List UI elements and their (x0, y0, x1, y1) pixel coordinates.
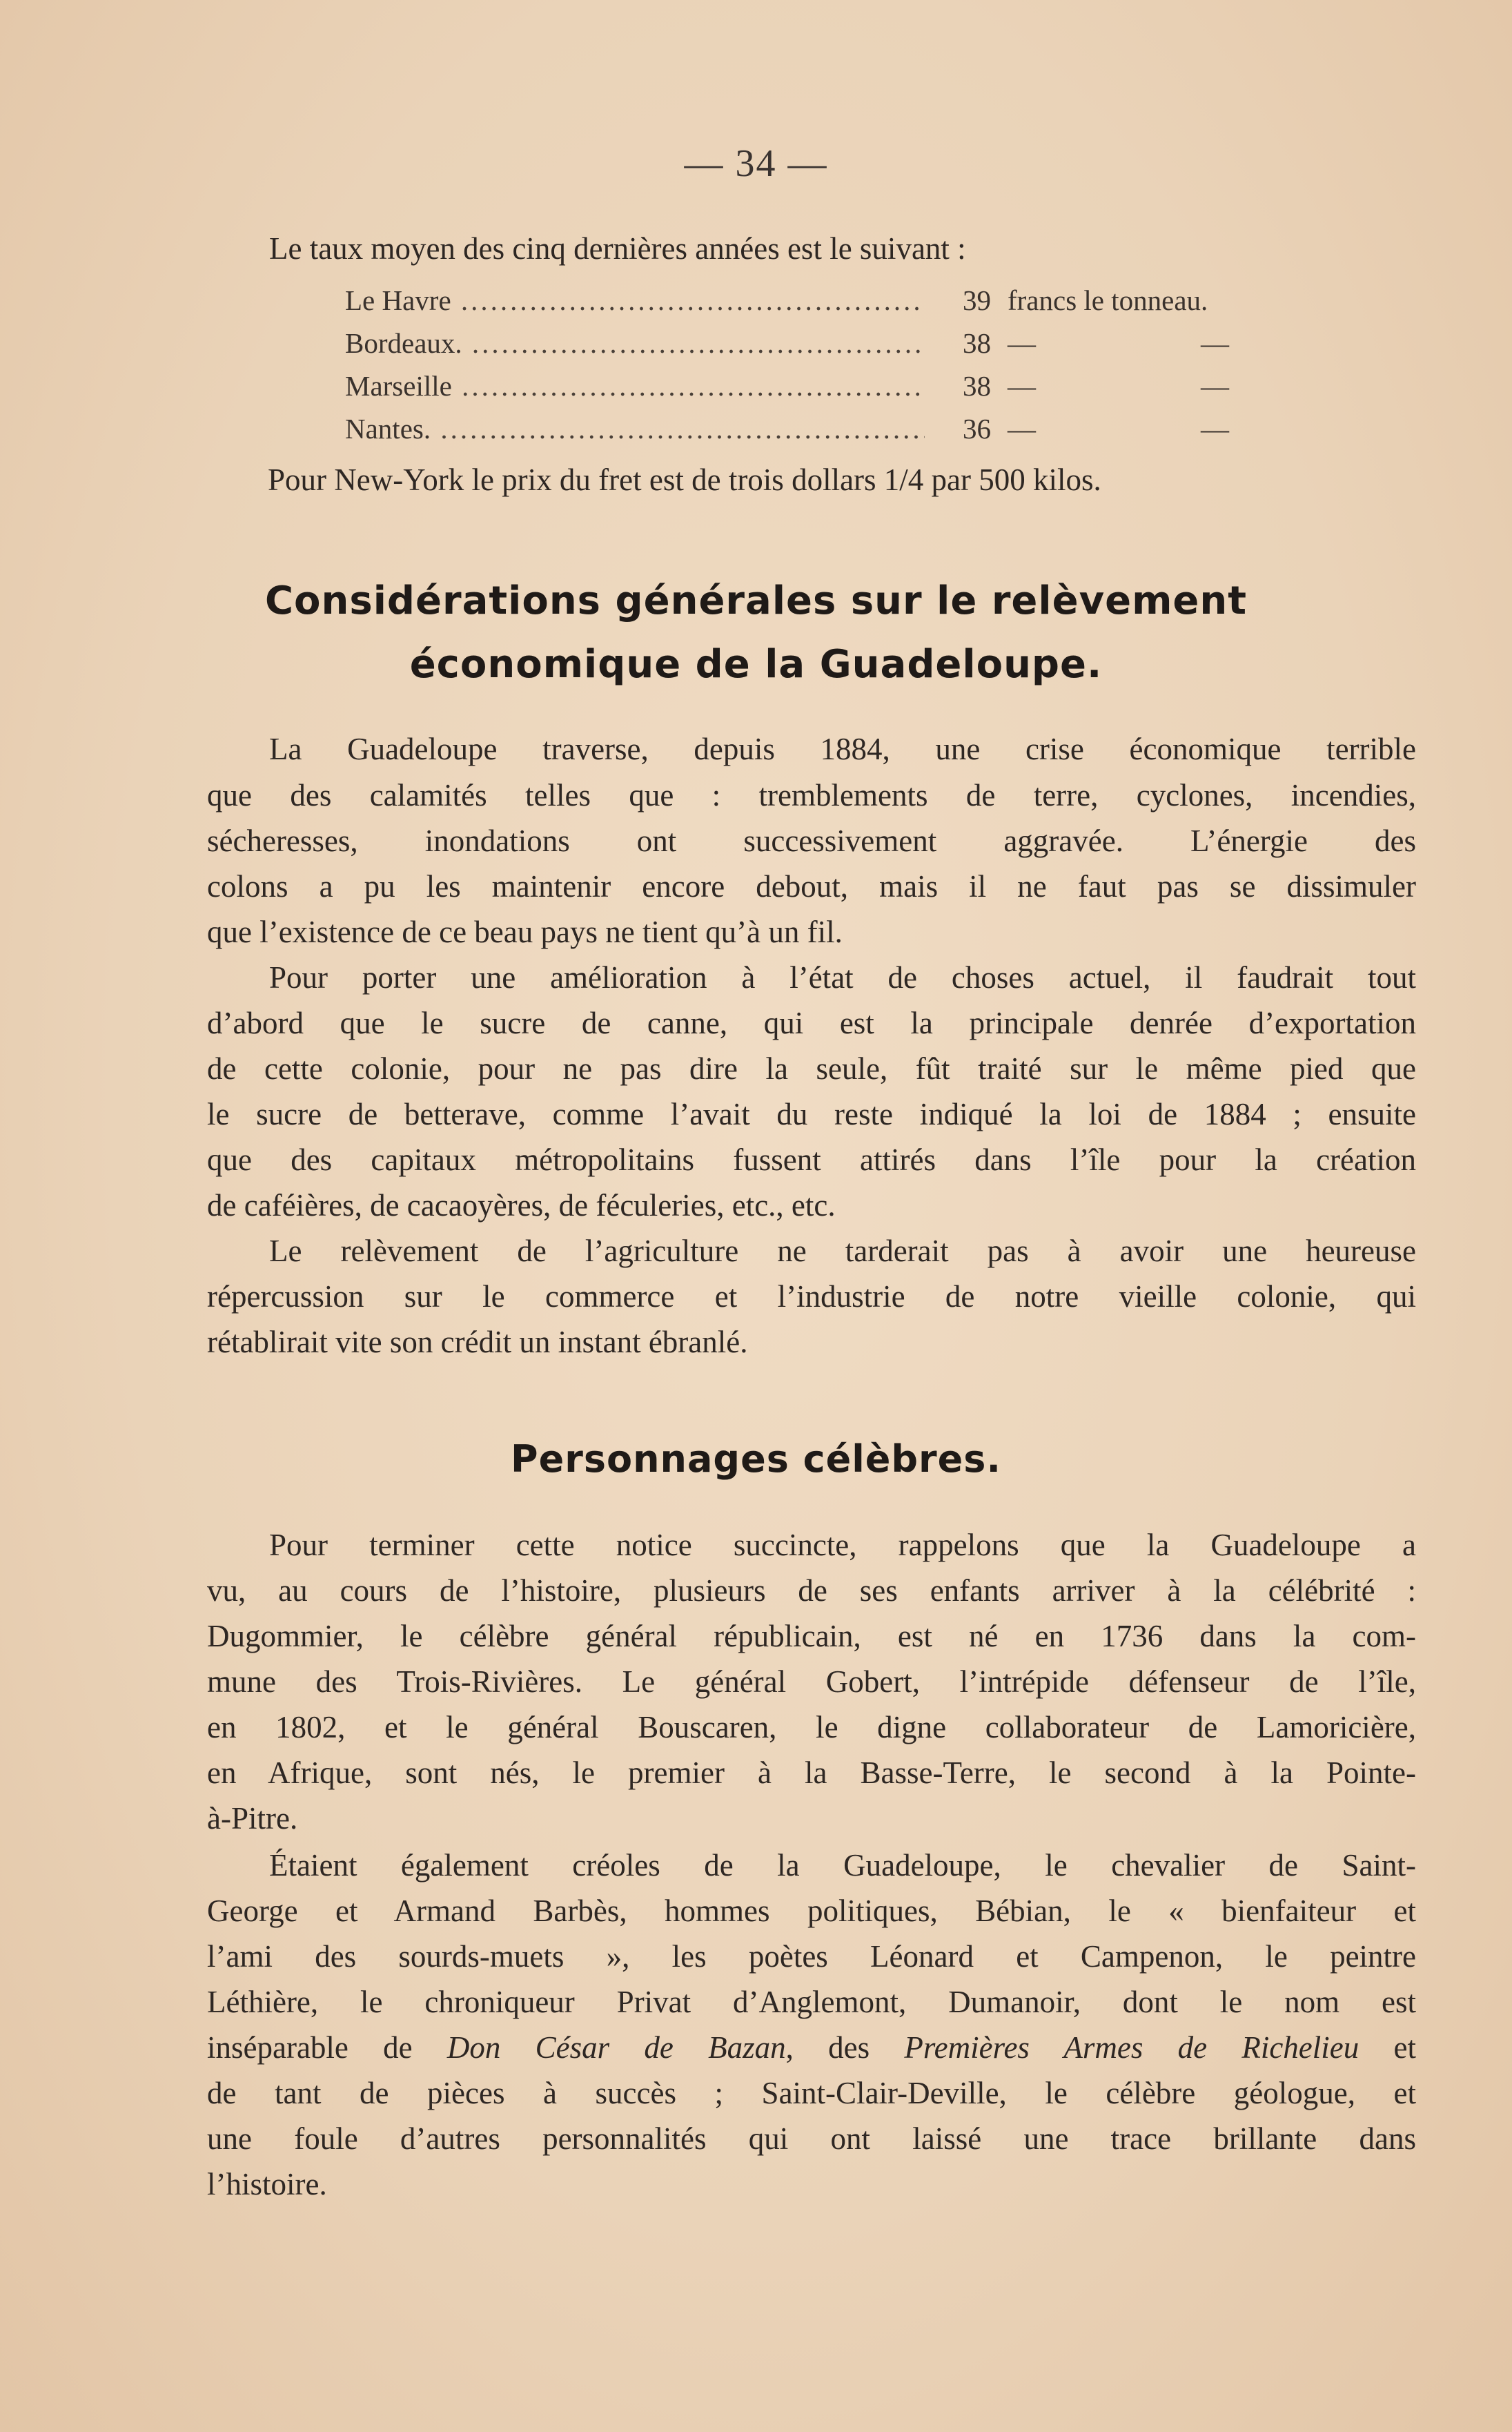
paragraph-line: que l’existence de ce beau pays ne tient qu’à un fil. (207, 915, 843, 949)
text-fragment: inséparable de (207, 2030, 447, 2065)
freight-intro: Le taux moyen des cinq dernières années est le suivant : (269, 231, 966, 266)
freight-row (345, 408, 1380, 451)
paragraph-line-with-titles (207, 2027, 1416, 2068)
paragraph-line: de tant de pièces à succès ; Saint-Clair-Deville, le célèbre géologue, et (207, 2076, 1416, 2110)
text-fragment: et (1359, 2030, 1416, 2065)
work-title-don-cesar: Don César de Bazan (446, 2030, 786, 2065)
paragraph-line: une foule d’autres personnalités qui ont laissé une trace brillante dans (207, 2121, 1416, 2156)
port-name: Marseille ..... (345, 365, 925, 407)
paragraph-line: de cette colonie, pour ne pas dire la seule, fût traité sur le même pied que (207, 1051, 1416, 1086)
paragraph-line: que des capitaux métropolitains fussent attirés dans l’île pour la création (207, 1142, 1416, 1177)
ditto-mark: — (1201, 413, 1229, 445)
paragraph-line: d’abord que le sucre de canne, qui est la principale denrée d’exportation (207, 1006, 1416, 1040)
ditto-mark: — (1008, 413, 1036, 445)
rate-value: 39 (963, 284, 991, 316)
paragraph-line: mune des Trois-Rivières. Le général Gobert, l’intrépide défenseur de l’île, (207, 1664, 1416, 1699)
port-name: Le Havre ..... (345, 280, 925, 321)
paragraph-line: Pour terminer cette notice succincte, rappelons que la Guadeloupe a (269, 1528, 1416, 1562)
paragraph-line: vu, au cours de l’histoire, plusieurs de ses enfants arriver à la célébrité : (207, 1573, 1416, 1608)
work-title-premieres-armes: Premières Armes de Richelieu (904, 2030, 1359, 2065)
freight-rates-table (345, 280, 1380, 451)
paragraph-line: en Afrique, sont nés, le premier à la Basse-Terre, le second à la Pointe- (207, 1755, 1416, 1790)
paragraph-line: Pour porter une amélioration à l’état de choses actuel, il faudrait tout (269, 960, 1416, 995)
paragraph-line: répercussion sur le commerce et l’industrie de notre vieille colonie, qui (207, 1279, 1416, 1314)
new-york-freight-line: Pour New-York le prix du fret est de trois dollars 1/4 par 500 kilos. (268, 463, 1101, 497)
paragraph-line: George et Armand Barbès, hommes politiques, Bébian, le « bienfaiteur et (207, 1894, 1416, 1928)
section-heading-relevement-line1: Considérations générales sur le relèvement (264, 578, 1248, 623)
paragraph-line: sécheresses, inondations ont successivement aggravée. L’énergie des (207, 824, 1416, 858)
paragraph-line: le sucre de betterave, comme l’avait du reste indiqué la loi de 1884 ; ensuite (207, 1097, 1416, 1131)
port-name: Nantes. ..... (345, 408, 925, 449)
rate-value: 38 (963, 327, 991, 359)
paragraph-line: que des calamités telles que : tremblements de terre, cyclones, incendies, (207, 778, 1416, 813)
rate-value: 36 (963, 413, 991, 445)
paragraph-line: de caféières, de cacaoyères, de féculeries, etc., etc. (207, 1188, 836, 1223)
page-number: — 34 — (684, 142, 828, 185)
paragraph-line: Léthière, le chroniqueur Privat d’Anglemont, Dumanoir, dont le nom est (207, 1985, 1416, 2019)
paragraph-line: l’ami des sourds-muets », les poètes Léonard et Campenon, le peintre (207, 1939, 1416, 1974)
ditto-mark: — (1008, 370, 1036, 402)
rate-unit: francs le tonneau. (1008, 284, 1208, 316)
paragraph-line: rétablirait vite son crédit un instant ébranlé. (207, 1325, 748, 1359)
paragraph-line: l’histoire. (207, 2167, 327, 2201)
ditto-mark: — (1201, 327, 1229, 359)
ditto-mark: — (1008, 327, 1036, 359)
rate-value: 38 (963, 370, 991, 402)
paragraph-line: Dugommier, le célèbre général républicain, est né en 1736 dans la com- (207, 1619, 1416, 1653)
freight-row (345, 280, 1380, 322)
section-heading-relevement-line2: économique de la Guadeloupe. (409, 642, 1103, 687)
paragraph-line: Étaient également créoles de la Guadeloupe, le chevalier de Saint- (269, 1848, 1416, 1883)
section-heading-personnages: Personnages célèbres. (511, 1437, 1001, 1481)
port-name: Bordeaux. ..... (345, 322, 925, 364)
freight-row (345, 322, 1380, 365)
paragraph-line: colons a pu les maintenir encore debout, mais il ne faut pas se dissimuler (207, 869, 1416, 904)
freight-row (345, 365, 1380, 408)
text-fragment: , des (785, 2030, 905, 2065)
ditto-mark: — (1201, 370, 1229, 402)
paragraph-line: Le relèvement de l’agriculture ne tarderait pas à avoir une heureuse (269, 1234, 1416, 1268)
paragraph-line: La Guadeloupe traverse, depuis 1884, une crise économique terrible (269, 732, 1416, 766)
paragraph-line: à-Pitre. (207, 1801, 298, 1836)
paragraph-line: en 1802, et le général Bouscaren, le digne collaborateur de Lamoricière, (207, 1710, 1416, 1744)
